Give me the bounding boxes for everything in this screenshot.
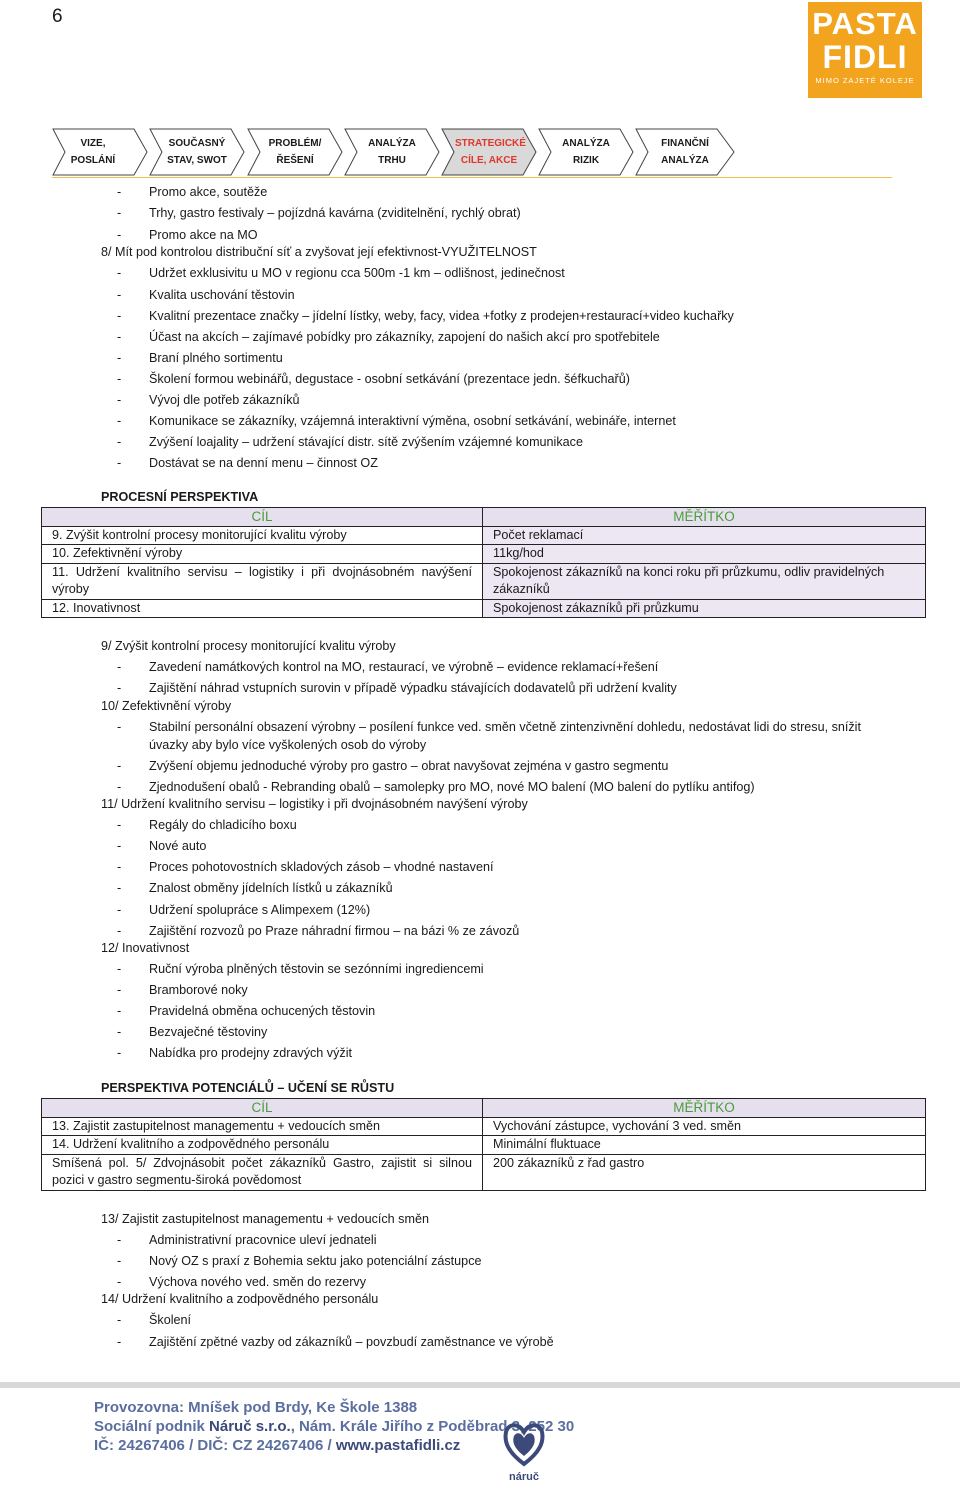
column-header-goal: CÍL [42,508,483,527]
goal-cell: Smíšená pol. 5/ Zdvojnásobit počet zákazníků Gastro, zajistit si silnou pozici v gastro segmentu-široká povědomost [42,1154,483,1190]
naruc-heart-icon [502,1418,546,1468]
goal-cell: 10. Zefektivnění výroby [42,545,483,564]
list-item: - Školení formou webinářů, degustace - osobní setkávání (prezentace jedn. šéfkuchařů) [117,372,630,386]
list-item: - Regály do chladicího boxu [117,818,297,832]
list-item: - Promo akce na MO [117,228,258,242]
table-header-row [42,508,926,527]
goal-cell: 13. Zajistit zastupitelnost managementu + vedoucích směn [42,1117,483,1136]
nav-step-label: STRATEGICKÉ [455,138,526,149]
list-item: - Zajištění náhrad vstupních surovin v případě výpadku stávajících dodavatelů při udržení kvality [117,681,677,695]
nav-step-label: ANALÝZA [661,155,709,166]
list-item: - Kvalitní prezentace značky – jídelní lístky, weby, facy, videa +fotky z prodejen+restaurací+video kuchařky [117,309,734,323]
footer-line1: Provozovna: Mníšek pod Brdy, Ke Škole 1388 [94,1399,418,1416]
naruc-label: náruč [509,1471,539,1483]
list-item: - Proces pohotovostních skladových zásob – vhodné nastavení [117,860,494,874]
list-item: - Nový OZ s praxí z Bohemia sektu jako potenciální zástupce [117,1254,482,1268]
column-header-goal: CÍL [42,1099,483,1118]
nav-step-label: CÍLE, AKCE [460,155,518,166]
nav-step-label: POSLÁNÍ [70,155,116,166]
nav-step-label: SOUČASNÝ [168,138,226,149]
list-item: - Zvýšení objemu jednoduché výroby pro gastro – obrat navyšovat zejména v gastro segmentu [117,759,669,773]
list-item-continuation: úvazky aby bylo více vyškolených osob do výroby [149,738,427,752]
measure-cell: Spokojenost zákazníků na konci roku při průzkumu, odliv pravidelných zákazníků [483,563,926,599]
list-item: - Vývoj dle potřeb zákazníků [117,393,300,407]
list-item: - Komunikace se zákazníky, vzájemná interaktivní výměna, osobní setkávání, webináře, internet [117,414,676,428]
list-item: - Stabilní personální obsazení výrobny – posílení funkce ved. směn včetně zintenzivnění dohledu, nedostávat lidi do stresu, snížit [117,720,861,734]
measure-cell: Vychování zástupce, vychování 3 ved. směn [483,1117,926,1136]
logo-line1: PASTA [812,6,918,41]
list-item: - Školení [117,1313,192,1327]
list-item: - Trhy, gastro festivaly – pojízdná kavárna (zviditelnění, rychlý obrat) [117,206,521,220]
nav-step-financni-analyza[interactable] [635,128,735,176]
nav-step-soucasny-stav[interactable] [149,128,245,176]
measure-cell: Počet reklamací [483,526,926,545]
list-item: - Ruční výroba plněných těstovin se sezónními ingrediencemi [117,962,484,976]
potential-perspective-title: PERSPEKTIVA POTENCIÁLŮ – UČENÍ SE RŮSTU [101,1081,395,1095]
nav-step-label: RIZIK [572,155,600,166]
section-heading-9: 9/ Zvýšit kontrolní procesy monitorující kvalitu výroby [101,639,396,653]
nav-step-label: ŘEŠENÍ [276,155,314,166]
list-item: - Zajištění zpětné vazby od zákazníků – povzbudí zaměstnance ve výrobě [117,1335,554,1349]
nav-step-problem[interactable] [247,128,343,176]
logo-tagline: MIMO ZAJETÉ KOLEJE [815,76,915,85]
nav-step-label: ANALÝZA [562,138,610,149]
table-row [42,526,926,545]
table-header-row [42,1099,926,1118]
measure-cell: 200 zákazníků z řad gastro [483,1154,926,1190]
column-header-measure: MĚŘÍTKO [483,508,926,527]
nav-step-analyza-rizik[interactable] [538,128,634,176]
goal-cell: 12. Inovativnost [42,599,483,618]
nav-step-analyza-trhu[interactable] [344,128,440,176]
list-item: - Zvýšení loajality – udržení stávající distr. sítě zvýšením vzájemné komunikace [117,435,583,449]
list-item: - Zavedení namátkových kontrol na MO, restaurací, ve výrobně – evidence reklamací+řešení [117,660,659,674]
nav-step-strategicke-cile[interactable] [441,128,537,176]
section-heading-14: 14/ Udržení kvalitního a zodpovědného personálu [101,1292,379,1306]
goal-cell: 9. Zvýšit kontrolní procesy monitorující kvalitu výroby [42,526,483,545]
list-item: - Nabídka pro prodejny zdravých výžit [117,1046,352,1060]
list-item: - Znalost obměny jídelních lístků u zákazníků [117,881,393,895]
list-item: - Nové auto [117,839,207,853]
goal-cell: 14. Udržení kvalitního a zodpovědného personálu [42,1136,483,1155]
column-header-measure: MĚŘÍTKO [483,1099,926,1118]
website-link[interactable]: www.pastafidli.cz [335,1437,461,1454]
logo-line2: FIDLI [822,39,908,75]
list-item: - Účast na akcích – zajímavé pobídky pro zákazníky, zapojení do našich akcí pro spotřebitele [117,330,660,344]
list-item: - Kvalita uschování těstovin [117,288,295,302]
page-number: 6 [52,6,63,27]
list-item: - Promo akce, soutěže [117,185,268,199]
section-heading-8: 8/ Mít pod kontrolou distribuční síť a zvyšovat její efektivnost-VYUŽITELNOST [101,245,537,259]
list-item: - Pravidelná obměna ochucených těstovin [117,1004,376,1018]
table-row [42,1154,926,1190]
section-heading-11: 11/ Udržení kvalitního servisu – logistiky i při dvojnásobném navýšení výroby [101,797,528,811]
measure-cell: 11kg/hod [483,545,926,564]
process-perspective-title: PROCESNÍ PERSPEKTIVA [101,490,259,504]
nav-step-label: TRHU [378,155,406,166]
nav-step-vize[interactable] [52,128,148,176]
table-row [42,545,926,564]
list-item: - Udržení spolupráce s Alimpexem (12%) [117,903,371,917]
table-row [42,1117,926,1136]
process-perspective-table [41,507,926,618]
nav-step-label: ANALÝZA [368,138,416,149]
nav-step-label: FINANČNÍ [661,138,709,149]
list-item: - Bramborové noky [117,983,248,997]
chapter-navigation [52,128,752,176]
measure-cell: Spokojenost zákazníků při průzkumu [483,599,926,618]
list-item: - Výchova nového ved. směn do rezervy [117,1275,367,1289]
naruc-badge [494,1418,554,1494]
footer-band [0,1382,960,1388]
goal-cell: 11. Udržení kvalitního servisu – logistiky i při dvojnásobném navýšení výroby [42,563,483,599]
table-row [42,599,926,618]
section-heading-13: 13/ Zajistit zastupitelnost managementu + vedoucích směn [101,1212,429,1226]
nav-step-label: VIZE, [80,138,106,149]
list-item: - Administrativní pracovnice uleví jednateli [117,1233,377,1247]
footer-line2: Sociální podnik Náruč s.r.o., Nám. Krále Jiřího z Poděbrad 3, 252 30 [94,1418,575,1435]
pasta-fidli-logo [808,2,922,98]
list-item: - Zjednodušení obalů - Rebranding obalů – samolepky pro MO, nové MO balení (MO balení do pytlíku antifog) [117,780,755,794]
list-item: - Zajištění rozvozů po Praze náhradní firmou – na bázi % ze závozů [117,924,520,938]
nav-step-label: PROBLÉM/ [268,138,322,149]
section-heading-10: 10/ Zefektivnění výroby [101,699,232,713]
list-item: - Braní plného sortimentu [117,351,283,365]
section-heading-12: 12/ Inovativnost [101,941,190,955]
potential-perspective-table [41,1098,926,1191]
list-item: - Bezvaječné těstoviny [117,1025,268,1039]
measure-cell: Minimální fluktuace [483,1136,926,1155]
list-item: - Udržet exklusivitu u MO v regionu cca 500m -1 km – odlišnost, jedinečnost [117,266,565,280]
footer-line3: IČ: 24267406 / DIČ: CZ 24267406 / www.pastafidli.cz [94,1437,461,1454]
header-divider [52,177,892,178]
list-item: - Dostávat se na denní menu – činnost OZ [117,456,378,470]
table-row [42,563,926,599]
nav-step-label: STAV, SWOT [167,155,227,166]
table-row [42,1136,926,1155]
